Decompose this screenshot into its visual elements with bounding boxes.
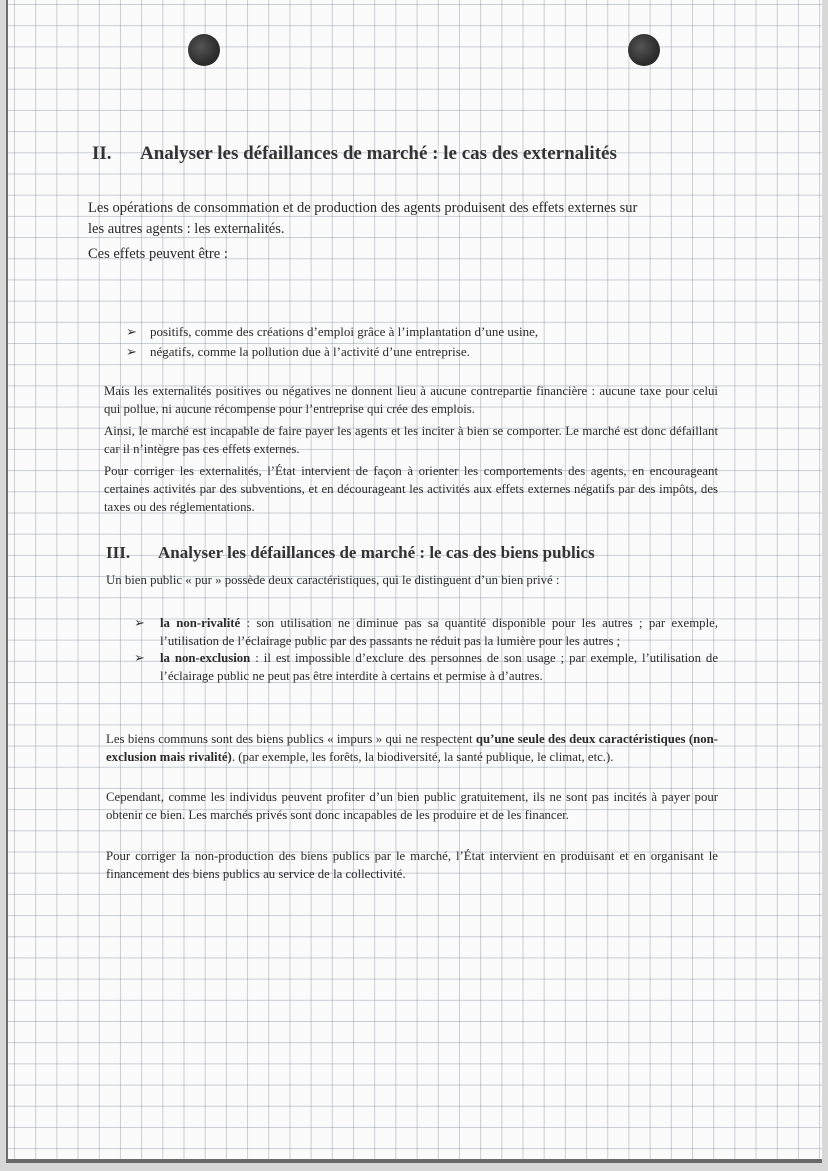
section-2-paragraph-2: Ainsi, le marché est incapable de faire payer les agents et les inciter à bien se comporter. Le marché est donc défaillant car il n’intègre pas ces effets externes. xyxy=(104,424,718,456)
arrow-bullet-icon: ➢ xyxy=(126,344,137,359)
section-3-paragraph-3: Pour corriger la non-production des biens publics par le marché, l’État intervient en produisant et en organisant le financement des biens publics au service de la collectivité. xyxy=(106,849,718,881)
section-3-heading xyxy=(106,543,595,563)
document-content xyxy=(8,0,822,1159)
bullet-text: : il est impossible d’exclure des personnes de son usage ; par exemple, l’utilisation de l’éclairage public ne peut pas être interdite à certains et permise à d’autres. xyxy=(160,651,719,683)
list-item xyxy=(134,615,718,650)
section-3-title: Analyser les défaillances de marché : le cas des biens publics xyxy=(158,543,595,562)
grid-paper-sheet xyxy=(6,0,822,1163)
section-2-paragraph-3: Pour corriger les externalités, l’État intervient de façon à orienter les comportements des agents, en encourageant certaines activités par des subventions, et en décourageant les activités aux effets externes négatifs par des impôts, des taxes ou des réglementations. xyxy=(104,464,718,514)
bullet-term-non-rivalry: la non-rivalité xyxy=(160,616,241,630)
section-2-intro-line1: Les opérations de consommation et de production des agents produisent des effets externes sur xyxy=(88,200,638,216)
list-item xyxy=(126,342,766,362)
bullet-text: négatifs, comme la pollution due à l’activité d’une entreprise. xyxy=(150,344,470,359)
paragraph-bold-text: qu’une seule des deux caractéristiques (non-exclusion mais rivalité) xyxy=(106,732,718,764)
section-3-paragraph-1 xyxy=(106,730,718,766)
section-2-intro-line2: les autres agents : les externalités. xyxy=(88,221,285,237)
bullet-term-non-exclusion: la non-exclusion xyxy=(160,651,251,665)
arrow-bullet-icon: ➢ xyxy=(134,651,145,665)
section-3-paragraph-2: Cependant, comme les individus peuvent profiter d’un bien public gratuitement, ils ne sont pas incités à payer pour obtenir ce bien. Les marchés privés sont donc incapables de les produire et de les financer. xyxy=(106,790,718,822)
arrow-bullet-icon: ➢ xyxy=(134,616,145,630)
section-2-intro-line3: Ces effets peuvent être : xyxy=(88,246,228,262)
paragraph-text: Les biens communs sont des biens publics « impurs » qui ne respectent xyxy=(106,732,476,746)
section-2-paragraph-1: Mais les externalités positives ou négatives ne donnent lieu à aucune contrepartie financière : aucune taxe pour celui qui pollue, ni aucune récompense pour l’entreprise qui crée des emplois. xyxy=(104,384,718,416)
section-3-intro: Un bien public « pur » possède deux caractéristiques, qui le distinguent d’un bien privé : xyxy=(106,573,560,587)
section-2-title: Analyser les défaillances de marché : le cas des externalités xyxy=(140,143,617,164)
paragraph-text: . (par exemple, les forêts, la biodiversité, la santé publique, le climat, etc.). xyxy=(231,750,614,764)
section-2-heading xyxy=(92,143,617,165)
section-3-number: III. xyxy=(106,543,131,562)
bullet-text: : son utilisation ne diminue pas sa quantité disponible pour les autres ; par exemple, l’utilisation de l’éclairage public par des passants ne réduit pas la lumière pour les autres ; xyxy=(160,616,719,648)
section-2-number: II. xyxy=(92,143,112,164)
list-item xyxy=(134,650,718,685)
externalities-bullet-list xyxy=(126,322,766,362)
bullet-text: positifs, comme des créations d’emploi grâce à l’implantation d’une usine, xyxy=(150,324,539,339)
list-item xyxy=(126,322,766,342)
arrow-bullet-icon: ➢ xyxy=(126,324,137,339)
public-goods-bullet-list xyxy=(134,615,718,685)
